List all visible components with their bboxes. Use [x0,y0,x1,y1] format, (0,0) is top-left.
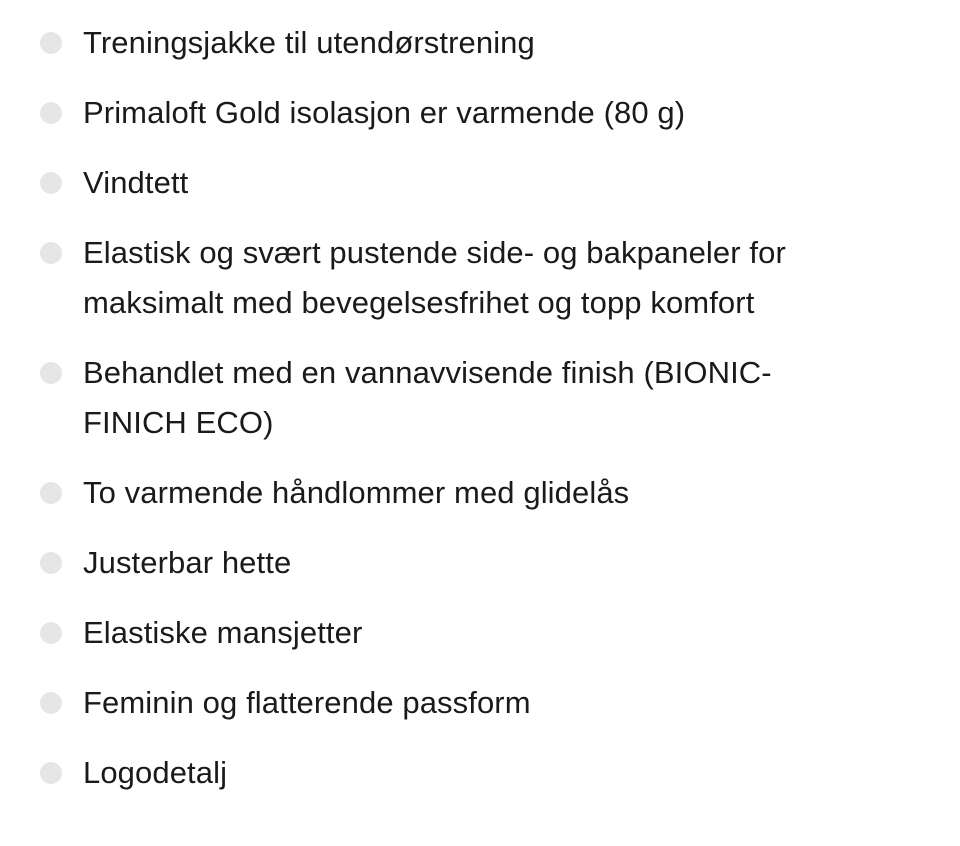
feature-item [0,88,900,138]
feature-text: To varmende håndlommer med glidelås [83,475,630,510]
feature-item [0,228,900,328]
bullet-icon [40,102,62,124]
bullet-icon [40,622,62,644]
feature-text: Elastiske mansjetter [83,615,363,650]
feature-item [0,748,900,798]
bullet-icon [40,32,62,54]
feature-item [0,158,900,208]
feature-text: Feminin og flatterende passform [83,685,531,720]
feature-item [0,18,900,68]
feature-text: Primaloft Gold isolasjon er varmende (80 g) [83,95,686,130]
feature-text: Elastisk og svært pustende side- og bakpaneler for maksimalt med bevegelsesfrihet og topp komfort [83,235,786,320]
bullet-icon [40,482,62,504]
bullet-icon [40,362,62,384]
feature-text: Vindtett [83,165,189,200]
feature-item [0,538,900,588]
feature-text: Logodetalj [83,755,228,790]
feature-text: Behandlet med en vannavvisende finish (BIONIC-FINICH ECO) [83,355,772,440]
feature-text: Treningsjakke til utendørstrening [83,25,535,60]
bullet-icon [40,692,62,714]
feature-item [0,348,900,448]
bullet-icon [40,242,62,264]
product-feature-list [0,18,900,818]
feature-item [0,468,900,518]
feature-item [0,678,900,728]
bullet-icon [40,172,62,194]
bullet-icon [40,762,62,784]
bullet-icon [40,552,62,574]
feature-item [0,608,900,658]
feature-text: Justerbar hette [83,545,292,580]
